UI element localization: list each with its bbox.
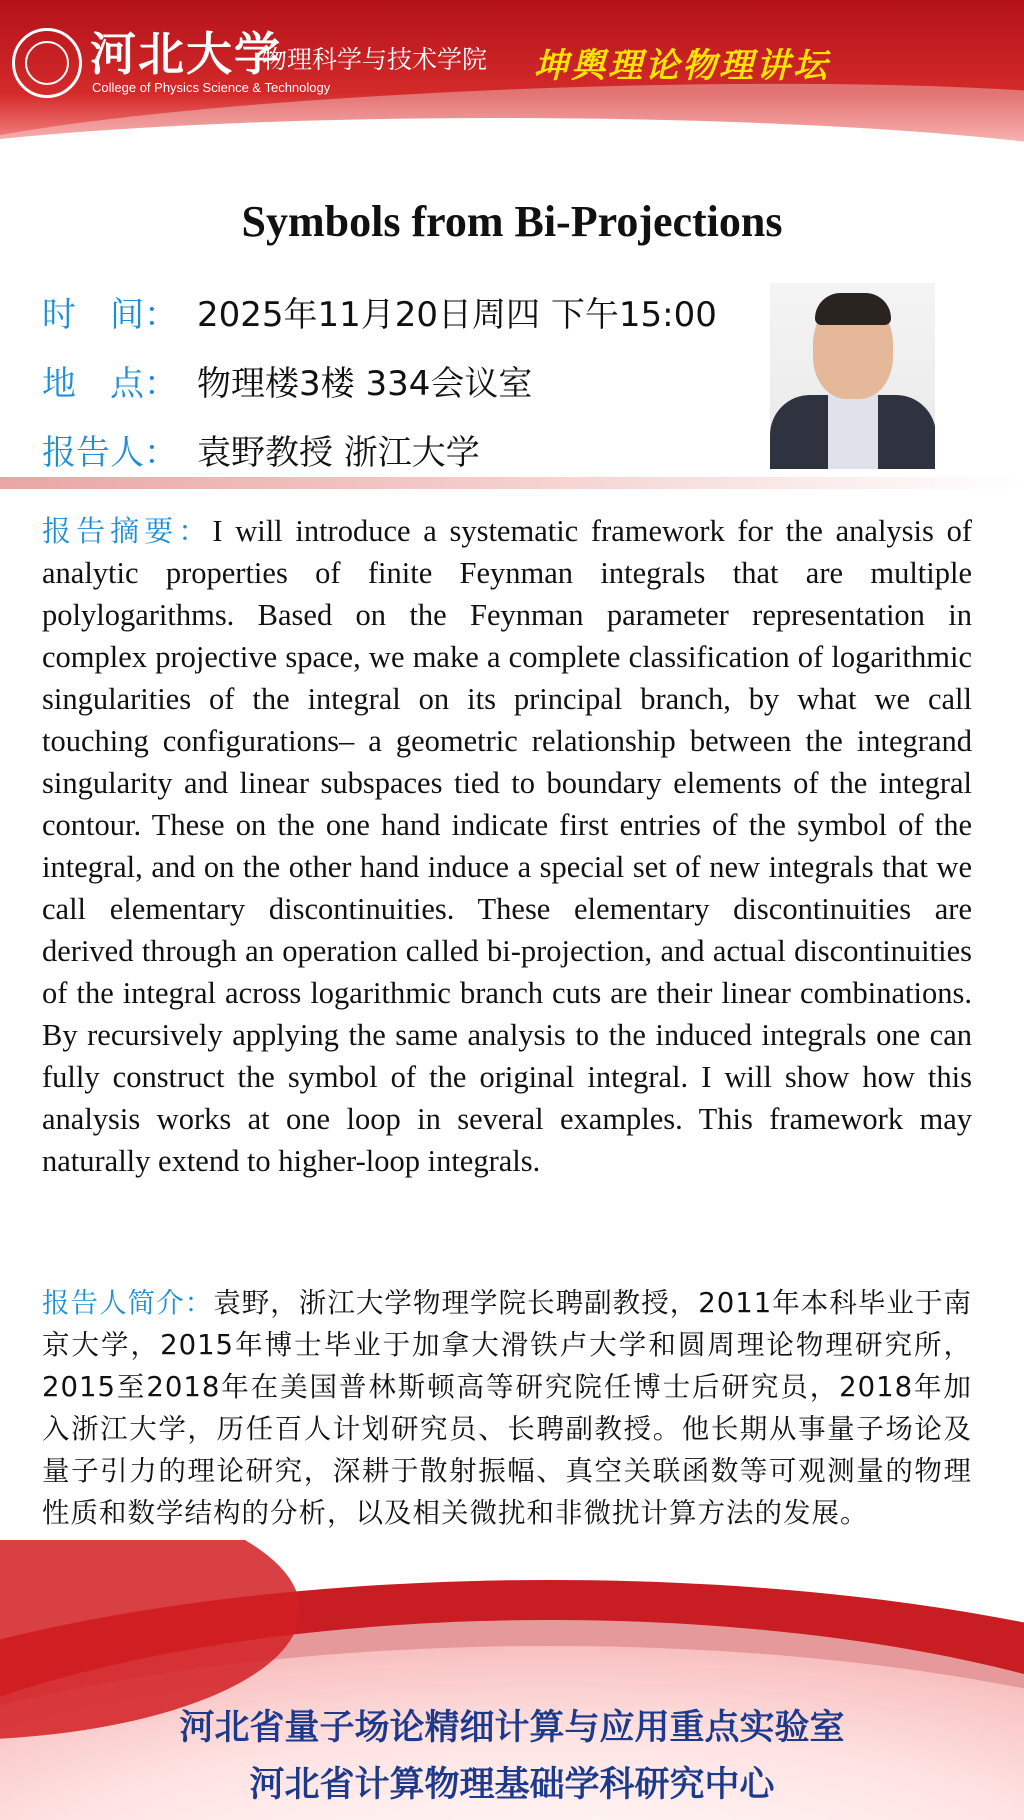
bio-label: 报告人简介：	[42, 1287, 214, 1319]
bio-paragraph	[42, 1282, 972, 1534]
bio-text: 袁野，浙江大学物理学院长聘副教授，2011年本科毕业于南京大学，2015年博士毕业于加拿大滑铁卢大学和圆周理论物理研究所，2015至2018年在美国普林斯顿高等研究院任博士后研究员，2018年加入浙江大学，历任百人计划研究员、长聘副教授。他长期从事量子场论及量子引力的理论研究，深耕于散射振幅、真空关联函数等可观测量的物理性质和数学结构的分析，以及相关微扰和非微扰计算方法的发展。	[42, 1287, 972, 1529]
info-row-time	[42, 290, 717, 340]
university-seal-icon	[12, 28, 82, 98]
footer-lab-name: 河北省量子场论精细计算与应用重点实验室	[179, 1708, 845, 1748]
place-value: 物理楼3楼 334会议室	[197, 364, 533, 404]
speaker-label: 报告人：	[42, 433, 178, 473]
time-label: 时 间：	[42, 295, 178, 335]
photo-hair	[815, 293, 891, 325]
university-name: 河北大学	[90, 27, 282, 81]
abstract-label: 报告摘要：	[42, 514, 213, 548]
photo-shirt	[828, 391, 878, 469]
time-value: 2025年11月20日周四 下午15:00	[197, 295, 717, 335]
footer-center-name: 河北省计算物理基础学科研究中心	[249, 1765, 775, 1805]
college-name-en: College of Physics Science & Technology	[92, 80, 331, 95]
speaker-photo	[770, 283, 935, 469]
info-row-speaker	[42, 428, 480, 478]
abstract-paragraph	[42, 510, 972, 1182]
college-name-cn: 物理科学与技术学院	[262, 45, 488, 74]
seal-inner-ring	[25, 41, 69, 85]
speaker-value: 袁野教授 浙江大学	[197, 433, 480, 473]
info-row-place	[42, 359, 532, 409]
abstract-text: I will introduce a systematic framework for the analysis of analytic properties of finite Feynman integrals that are multiple polylogarithms. Based on the Feynman parameter representation in complex projective space, we make a complete classification of logarithmic singularities of the integral on its principal branch, by what we call touching configurations– a geometric relationship between the integrand singularity and linear subspaces tied to boundary elements of the integral contour. These on the one hand indicate first entries of the symbol of the integral, and on the other hand induce a special set of new integrals that we call elementary discontinuities. These elementary discontinuities are derived through an operation called bi-projection, and actual discontinuities of the integral across logarithmic branch cuts are their linear combinations. By recursively applying the same analysis to the induced integrals one can fully construct the symbol of the original integral. I will show how this analysis works at one loop in several examples. This framework may naturally extend to higher-loop integrals.	[42, 514, 972, 1178]
place-label: 地 点：	[42, 364, 178, 404]
section-divider	[0, 477, 1024, 489]
forum-title: 坤舆理论物理讲坛	[534, 46, 830, 86]
talk-title: Symbols from Bi-Projections	[241, 197, 783, 246]
